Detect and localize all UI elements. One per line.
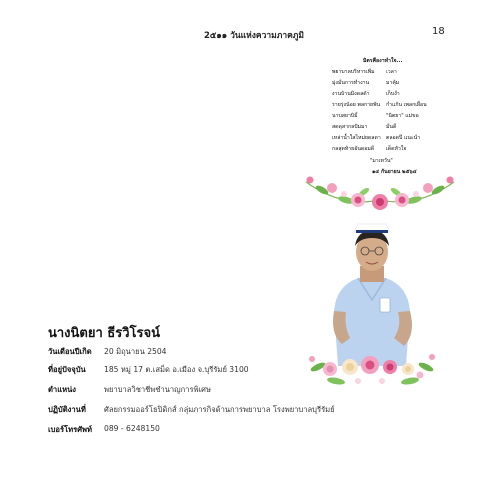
poem-line-right: เวลา (386, 69, 397, 75)
info-label: วันเดือนปีเกิด (48, 347, 92, 356)
profile-name: นางนิตยา ธีรวิโรจน์ (48, 326, 160, 341)
poem-line-right: เด็ดหัวใจ (386, 146, 407, 152)
header-title: 2๕๑๑ วันแห่งความภาคภูมิ (204, 31, 305, 41)
poem-line-right: กำแก้น เพลกเผื่อน (386, 102, 427, 108)
poem-line-right: มั่นดี (386, 124, 397, 130)
info-value: 185 หมู่ 17 ต.เสม็ด อ.เมือง จ.บุรีรัมย์ 3100 (104, 365, 249, 374)
info-label: ที่อยู่ปัจจุบัน (48, 365, 86, 374)
info-value: 20 มิถุนายน 2504 (104, 347, 167, 356)
info-value: พยาบาลวิชาชีพชำนาญการพิเศษ (104, 385, 212, 394)
info-value: ศัลยกรรมออร์โธปิดิกส์ กลุ่มภารกิจด้านการพยาบาล โรงพยาบาลบุรีรัมย์ (104, 405, 335, 414)
poem-line-left: นาบสยาบิมี่ (332, 113, 358, 119)
page-number: 18 (432, 26, 445, 37)
poem-line-right: ตลอดปี แนะนำ (386, 135, 421, 141)
poem-title: มิตรคืองาทำใจ... (363, 58, 403, 64)
poem-line-left: มุ่งมั่นการทำงาน (332, 80, 370, 86)
poem-date: ๑๔ กันยายน ๒๕๖๔ (372, 169, 417, 175)
poem-line-right: มาคุ้ม (386, 80, 400, 86)
info-value: 089 - 6248150 (104, 424, 160, 433)
poem-line-left: รายรุ่งน้อย พลกายพ้น (332, 102, 381, 108)
poem-line-right: "นิตยา" แม่ขอ (386, 113, 419, 119)
info-label: ปฏิบัติงานที่ (48, 405, 86, 414)
poem-line-left: กลสุดท้ายอันดอมดี (332, 146, 375, 152)
poem-line-left: เหล่าน้ำใสไหม่ยดลดา (332, 135, 381, 141)
page-header (0, 24, 480, 44)
info-label: ตำแหน่ง (48, 385, 76, 394)
floral-decoration-top (302, 160, 458, 218)
poem-line-left: งานบ้านมิงดลด้า (332, 91, 370, 97)
floral-decoration-bottom (306, 345, 438, 393)
poem-signature: "มาเทวัน" (370, 158, 393, 164)
info-label: เบอร์โทรศัพท์ (48, 425, 93, 434)
nurse-portrait (324, 216, 420, 366)
poem-line-left: พยาบาลบริหารเพิ่ม (332, 69, 375, 75)
poem-line-right: เก็บงำ (386, 91, 400, 97)
poem-line-left: สดดุสากลปัมมา (332, 124, 368, 130)
